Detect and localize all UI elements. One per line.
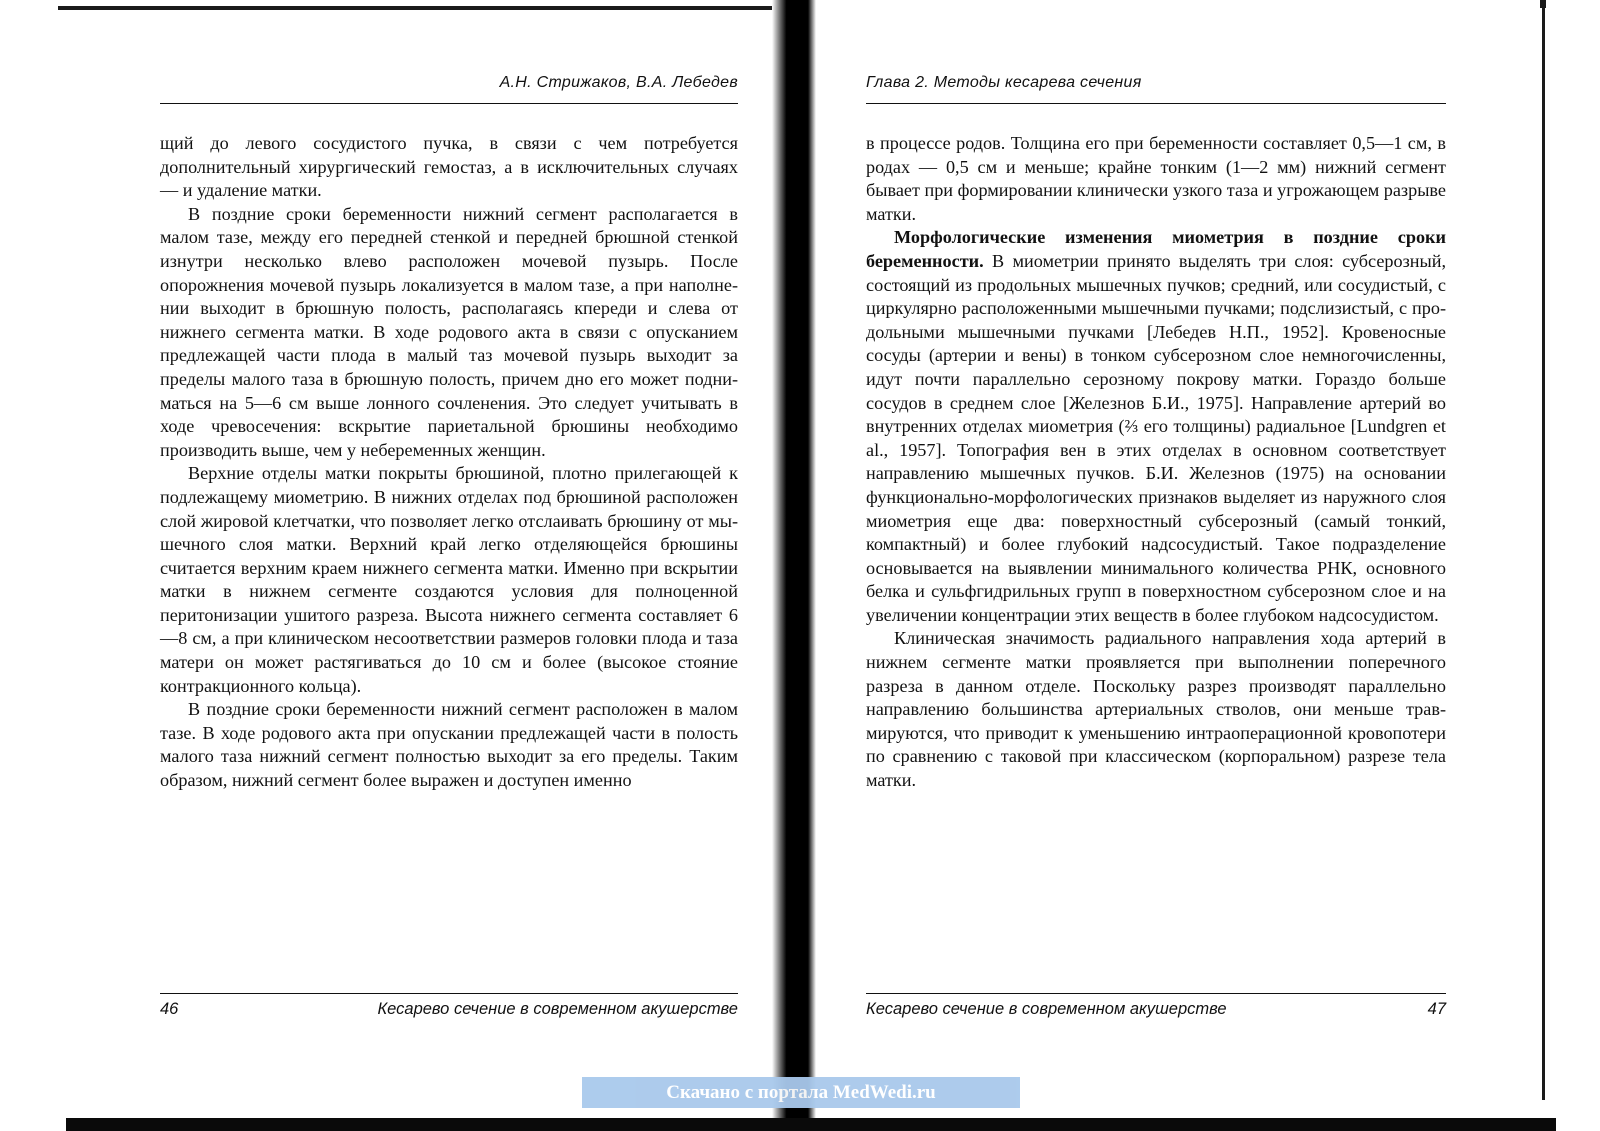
right-paragraph-heading: Морфологические изменения миометрия в поздние сроки беременности. [866, 227, 1446, 271]
right-paragraph: в процессе родов. Толщина его при беременности составляет 0,5—1 см, в родах — 0,5 см и меньше; крайне тонким (1—2 мм) нижний сегмент бывает при формировании клинически узкого таза и угрожающем разрыве матки. [866, 133, 1446, 224]
left-page-number: 46 [160, 1000, 179, 1018]
right-paragraph [866, 226, 1446, 627]
right-page-number: 47 [1427, 1000, 1446, 1018]
right-paragraph-text: В миометрии принято выделять три слоя: субсерозный, состоящий из продольных мышечных пучков; средний, или сосудистый, с циркулярно расположенными мышечными пучками; подслизистый, с продольными мышечными пучками [Лебедев Н.П., 1952]. Кровеносные сосуды (артерии и вены) в тонком субсерозном слое немногочисленны, идут почти параллельно серозному покрову матки. Гораздо больше сосудов в среднем слое [Железнов Б.И., 1975]. Направление артерий во внутренних отделах миометрия (⅔ его толщины) радиальное [Lundgren et al., 1957]. Топография вен в этих отделах в основном соответствует направлению мышечных пучков. Б.И. Железнов (1975) на основании функционально-морфологических признаков выделяет из наружного слоя миометрия еще два: поверхностный субсерозный (самый тонкий, компактный) и более глубокий надсосудистый. Такое подразделение основывается на выявлении минимального количества РНК, основного белка и сульфгидрильных групп в поверхностном субсерозном слое и на увеличении концентрации этих веществ в более глубоком надсосудистом. [866, 250, 1446, 625]
left-running-head: А.Н. Стрижаков, В.А. Лебедев [499, 74, 738, 91]
left-paragraph: В поздние сроки беременности нижний сегмент располагается в малом тазе, между его передней стенкой и передней брюшной стенкой изнутри несколько влево расположен мочевой пузырь. После опорожнения мочевой пузырь локализуется в малом тазе, а при наполнении выходит в брюшную полость, располагаясь кпереди и слева от нижнего сегмента матки. В ходе родового акта в связи с опусканием предлежащей части плода в малый таз мочевой пузырь выходит за пределы малого таза в брюшную полость, причем дно его может подниматься на 5—6 см выше лонного сочленения. Это следует учитывать в ходе чревосечения: вскрытие париетальной брюшины необходимо производить выше, чем у небеременных женщин. [160, 203, 738, 460]
right-running-head: Глава 2. Методы кесарева сечения [866, 74, 1142, 91]
right-body-text [866, 132, 1446, 793]
left-footer-title: Кесарево сечение в современном акушерстве [377, 1000, 738, 1018]
scan-edge-right [1542, 0, 1545, 1100]
left-paragraph: Верхние отделы матки покрыты брюшиной, плотно прилегающей к подлежащему миометрию. В нижних отделах под брюшиной расположен слой жировой клетчатки, что позволяет легко отслаивать брюшину от мышечного слоя матки. Верхний край легко отделяющейся брюшины считается верхним краем нижнего сегмента матки. Именно при вскрытии матки в нижнем сегменте создаются условия для полноценной перитонизации ушитого разреза. Высота нижнего сегмента составляет 6—8 см, а при клиническом несоответствии размеров головки плода и таза матери он может растягиваться до 10 см и более (высокое стояние контракционного кольца). [160, 463, 738, 696]
scan-edge-top [58, 6, 788, 10]
book-spine [772, 0, 808, 1131]
left-paragraph: щий до левого сосудистого пучка, в связи с чем потребуется дополнительный хирургический гемостаз, а в исключительных случаях — и удаление матки. [160, 133, 738, 201]
watermark-banner: Скачано с портала MedWedi.ru [582, 1077, 1020, 1108]
right-header-rule [866, 103, 1446, 104]
right-paragraph: Клиническая значимость радиального направления хода артерий в нижнем сегменте матки проявляется при выполнении поперечного разреза в данном отделе. Поскольку разрез производят параллельно направлению большинства артериальных стволов, они меньше травмируются, что приводит к уменьшению интраоперационной кровопотери по сравнению с таковой при классическом (корпоральном) разрезе тела матки. [866, 628, 1446, 791]
left-footer [160, 1000, 738, 1019]
right-footer-rule [866, 993, 1446, 994]
left-body-text [160, 132, 738, 793]
scan-edge-bottom [66, 1118, 1556, 1131]
left-header-rule [160, 103, 738, 104]
left-footer-rule [160, 993, 738, 994]
left-paragraph: В поздние сроки беременности нижний сегмент расположен в малом тазе. В ходе родового акта при опускании предлежащей части в полость малого таза нижний сегмент полностью выходит за его пределы. Таким образом, нижний сегмент более выражен и доступен именно [160, 699, 738, 791]
right-footer [866, 1000, 1446, 1019]
book-spine-shadow [808, 0, 816, 1131]
right-footer-title: Кесарево сечение в современном акушерстве [866, 1000, 1227, 1018]
